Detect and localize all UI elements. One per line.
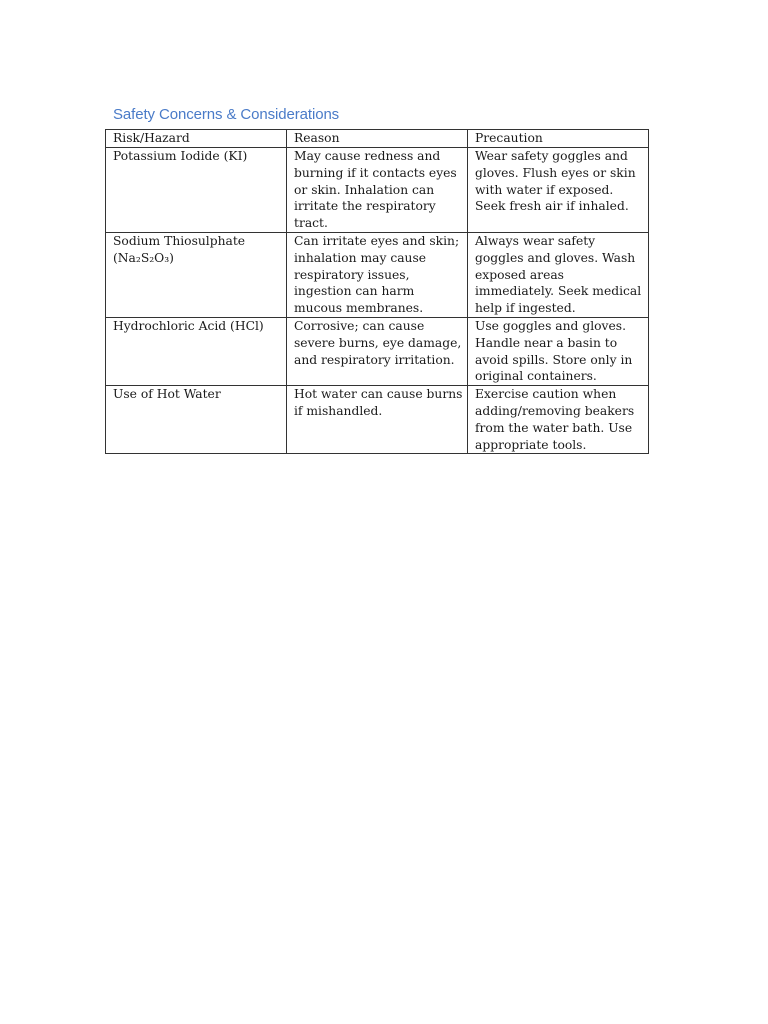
column-header-precaution: Precaution — [468, 130, 649, 148]
precaution-cell: Use goggles and gloves. Handle near a basin to avoid spills. Store only in original containers. — [468, 318, 649, 386]
column-header-hazard: Risk/Hazard — [106, 130, 287, 148]
reason-cell: Can irritate eyes and skin; inhalation may cause respiratory issues, ingestion can harm mucous membranes. — [287, 233, 468, 318]
table-header-row — [106, 130, 649, 148]
hazard-cell: Use of Hot Water — [106, 386, 287, 454]
section-heading: Safety Concerns & Considerations — [113, 106, 340, 123]
hazard-cell: Hydrochloric Acid (HCl) — [106, 318, 287, 386]
column-header-reason: Reason — [287, 130, 468, 148]
hazard-cell: Potassium Iodide (KI) — [106, 148, 287, 233]
reason-cell: Hot water can cause burns if mishandled. — [287, 386, 468, 454]
reason-cell: Corrosive; can cause severe burns, eye damage, and respiratory irritation. — [287, 318, 468, 386]
hazard-cell: Sodium Thiosulphate (Na₂S₂O₃) — [106, 233, 287, 318]
table-row — [106, 233, 649, 318]
table-row — [106, 148, 649, 233]
reason-cell: May cause redness and burning if it contacts eyes or skin. Inhalation can irritate the respiratory tract. — [287, 148, 468, 233]
precaution-cell: Wear safety goggles and gloves. Flush eyes or skin with water if exposed. Seek fresh air if inhaled. — [468, 148, 649, 233]
safety-table — [105, 129, 649, 454]
precaution-cell: Always wear safety goggles and gloves. Wash exposed areas immediately. Seek medical help if ingested. — [468, 233, 649, 318]
precaution-cell: Exercise caution when adding/removing beakers from the water bath. Use appropriate tools. — [468, 386, 649, 454]
table-row — [106, 386, 649, 454]
table-row — [106, 318, 649, 386]
